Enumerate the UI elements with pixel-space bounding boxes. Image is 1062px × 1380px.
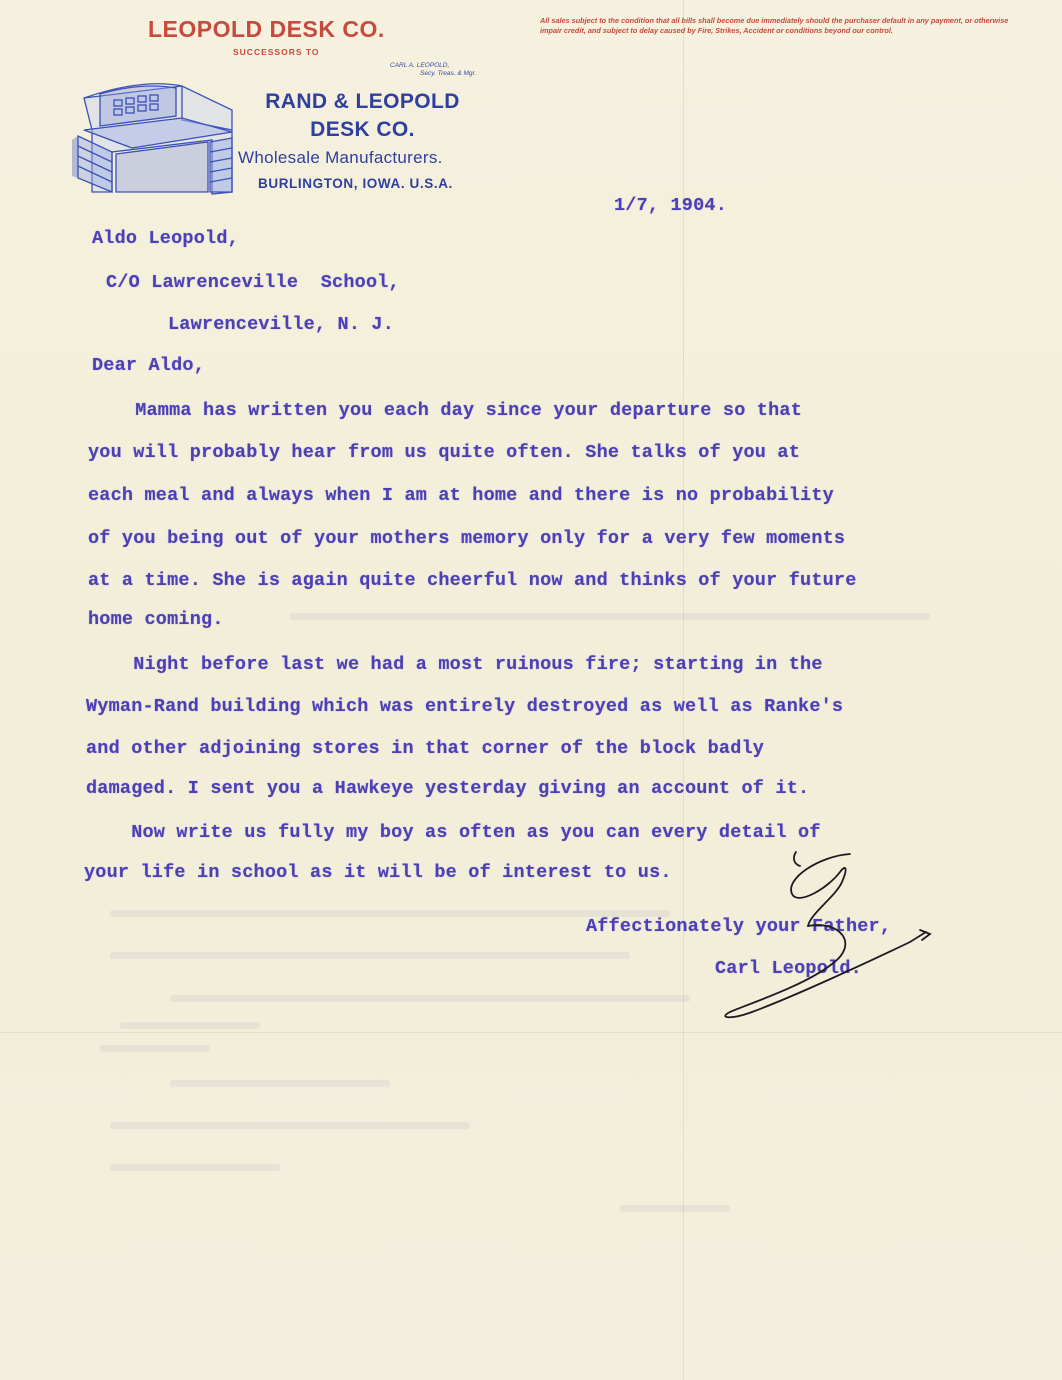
salutation: Dear Aldo, — [92, 355, 206, 376]
company-name: LEOPOLD DESK CO. — [148, 16, 385, 42]
body-line: Wyman-Rand building which was entirely destroyed as well as Ranke's — [86, 696, 844, 717]
company-location: BURLINGTON, IOWA. U.S.A. — [258, 176, 453, 191]
roll-top-desk-icon — [72, 80, 236, 196]
closing: Affectionately your Father, — [586, 916, 892, 937]
body-line: you will probably hear from us quite often. She talks of you at — [88, 442, 801, 463]
body-line: Now write us fully my boy as often as you can every detail of — [86, 822, 821, 843]
officer-block — [390, 62, 490, 78]
predecessor-line1: RAND & LEOPOLD — [265, 90, 460, 113]
address-line: C/O Lawrenceville School, — [106, 272, 400, 293]
body-line: each meal and always when I am at home and there is no probability — [88, 485, 834, 506]
address-line: Aldo Leopold, — [92, 228, 239, 249]
body-line: damaged. I sent you a Hawkeye yesterday giving an account of it. — [86, 778, 810, 799]
officer-name: CARL A. LEOPOLD, — [390, 62, 450, 69]
typed-signature: Carl Leopold. — [715, 958, 862, 979]
successors-label: SUCCESSORS TO — [233, 47, 320, 57]
body-line: of you being out of your mothers memory only for a very few moments — [88, 528, 846, 549]
body-line: and other adjoining stores in that corner of the block badly — [86, 738, 765, 759]
wholesale-tagline: Wholesale Manufacturers. — [238, 148, 443, 167]
body-line: home coming. — [88, 609, 224, 630]
terms-of-sale: All sales subject to the condition that all bills shall become due immediately should the purchaser default in any payment, or otherwise impair credit, and subject to delay caused by Fire, Strikes, Accident or conditions beyond our control. — [540, 16, 1009, 35]
body-line: your life in school as it will be of interest to us. — [84, 862, 672, 883]
body-line: Night before last we had a most ruinous fire; starting in the — [88, 654, 823, 675]
letter-date: 1/7, 1904. — [614, 195, 728, 216]
predecessor-line2: DESK CO. — [310, 118, 415, 141]
body-line: at a time. She is again quite cheerful now and thinks of your future — [88, 570, 857, 591]
address-line: Lawrenceville, N. J. — [168, 314, 395, 335]
handwritten-signature-icon — [700, 848, 940, 1028]
predecessor-company — [250, 88, 475, 144]
officer-title: Secy. Treas. & Mgr. — [420, 70, 477, 77]
body-line: Mamma has written you each day since your departure so that — [90, 400, 803, 421]
